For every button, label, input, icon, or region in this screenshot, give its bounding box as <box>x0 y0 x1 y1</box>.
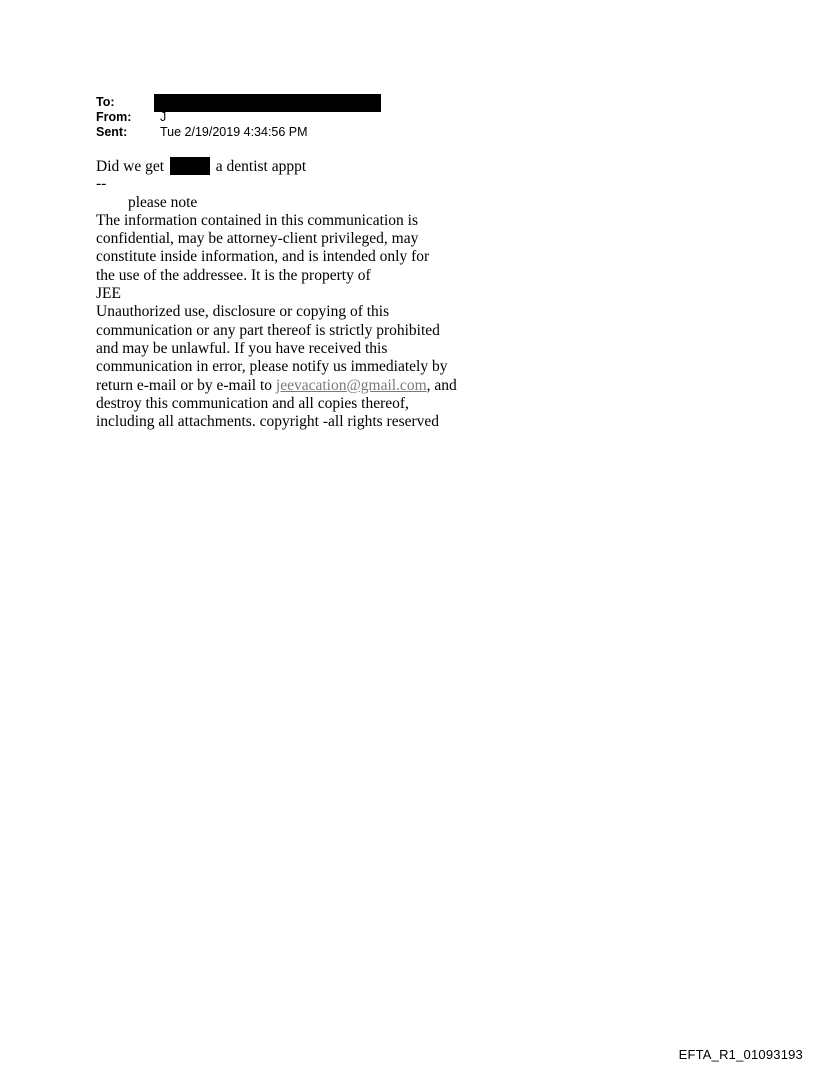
from-label: From: <box>96 110 132 124</box>
sent-label: Sent: <box>96 125 128 139</box>
disclaimer-line: constitute inside information, and is intended only for <box>96 248 430 266</box>
closing-line: destroy this communication and all copies thereof, <box>96 394 409 412</box>
message-text-before: Did we get <box>96 158 165 175</box>
message-text-after: a dentist apppt <box>215 158 307 175</box>
disclaimer-line: communication in error, please notify us immediately by <box>96 358 448 376</box>
sent-value: Tue 2/19/2019 4:34:56 PM <box>160 125 308 139</box>
email-body <box>96 157 516 431</box>
document-id: EFTA_R1_01093193 <box>678 1047 803 1062</box>
please-note: please note <box>128 193 198 211</box>
disclaimer-line: confidential, may be attorney-client privileged, may <box>96 230 419 248</box>
disclaimer-line: communication or any part thereof is strictly prohibited <box>96 321 440 339</box>
inline-redaction-bar <box>170 157 210 175</box>
return-email-line <box>96 377 516 395</box>
from-value: J <box>160 110 167 124</box>
disclaimer-line: the use of the addressee. It is the property of <box>96 266 371 284</box>
closing-line: including all attachments. copyright -all rights reserved <box>96 413 440 431</box>
disclaimer-line: and may be unlawful. If you have received this <box>96 339 388 357</box>
to-label: To: <box>96 95 115 109</box>
email-link[interactable]: jeevacation@gmail.com <box>275 376 427 394</box>
message-line <box>96 157 516 175</box>
disclaimer-line: JEE <box>96 285 121 303</box>
return-text-after: , and <box>426 376 457 394</box>
disclaimer-line: Unauthorized use, disclosure or copying of this <box>96 303 390 321</box>
signature-separator: -- <box>96 175 107 193</box>
return-text-before: return e-mail or by e-mail to <box>96 376 276 394</box>
to-redaction-bar <box>154 94 381 112</box>
disclaimer-line: The information contained in this communication is <box>96 211 418 229</box>
